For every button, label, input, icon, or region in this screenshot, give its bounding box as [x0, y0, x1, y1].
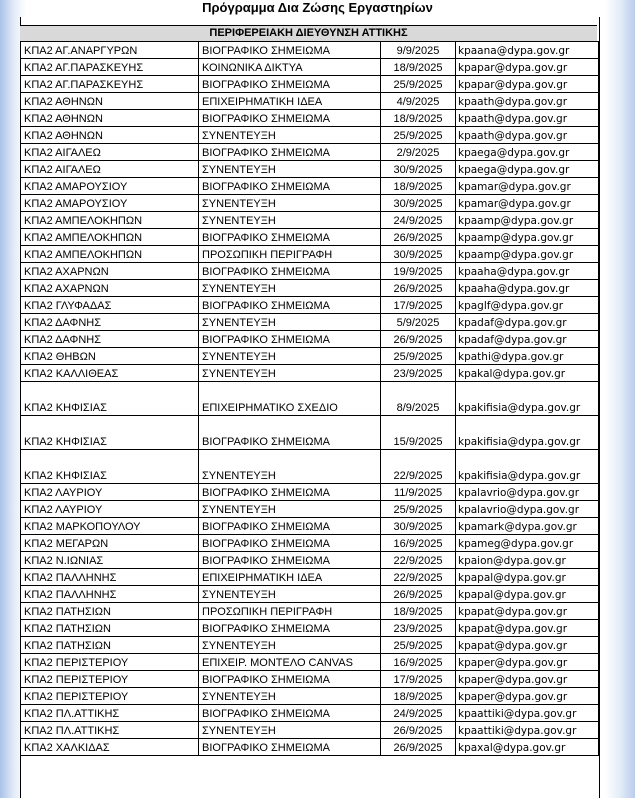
date-cell: 30/9/2025 — [381, 246, 456, 263]
email-cell: kpaamp@dypa.gov.gr — [456, 229, 599, 246]
topic-cell: ΣΥΝΕΝΤΕΥΞΗ — [199, 195, 381, 212]
email-cell: kpapat@dypa.gov.gr — [456, 620, 599, 637]
table-row — [21, 76, 599, 93]
topic-cell: ΒΙΟΓΡΑΦΙΚΟ ΣΗΜΕΙΩΜΑ — [199, 705, 381, 722]
table-row — [21, 314, 599, 331]
office-cell: ΚΠΑ2 ΠΕΡΙΣΤΕΡΙΟΥ — [21, 671, 199, 688]
email-cell: kpaxal@dypa.gov.gr — [456, 739, 599, 756]
topic-cell: ΠΡΟΣΩΠΙΚΗ ΠΕΡΙΓΡΑΦΗ — [199, 603, 381, 620]
office-cell: ΚΠΑ2 ΚΗΦΙΣΙΑΣ — [21, 416, 199, 450]
topic-cell: ΕΠΙΧΕΙΡ. ΜΟΝΤΕΛΟ CANVAS — [199, 654, 381, 671]
date-cell: 26/9/2025 — [381, 586, 456, 603]
date-cell: 26/9/2025 — [381, 280, 456, 297]
topic-cell: ΒΙΟΓΡΑΦΙΚΟ ΣΗΜΕΙΩΜΑ — [199, 552, 381, 569]
date-cell: 25/9/2025 — [381, 76, 456, 93]
table-row — [21, 331, 599, 348]
date-cell: 25/9/2025 — [381, 127, 456, 144]
email-cell: kpaath@dypa.gov.gr — [456, 127, 599, 144]
date-cell: 16/9/2025 — [381, 535, 456, 552]
page-title: Πρόγραμμα Δια Ζώσης Εργαστηρίων — [202, 0, 433, 15]
office-cell: ΚΠΑ2 ΘΗΒΩΝ — [21, 348, 199, 365]
topic-cell: ΒΙΟΓΡΑΦΙΚΟ ΣΗΜΕΙΩΜΑ — [199, 518, 381, 535]
topic-cell: ΣΥΝΕΝΤΕΥΞΗ — [199, 314, 381, 331]
topic-cell: ΠΡΟΣΩΠΙΚΗ ΠΕΡΙΓΡΑΦΗ — [199, 246, 381, 263]
table-row — [21, 620, 599, 637]
date-cell: 8/9/2025 — [381, 382, 456, 416]
table-row — [21, 297, 599, 314]
topic-cell: ΒΙΟΓΡΑΦΙΚΟ ΣΗΜΕΙΩΜΑ — [199, 229, 381, 246]
email-cell: kpalavrio@dypa.gov.gr — [456, 501, 599, 518]
email-cell: kpapar@dypa.gov.gr — [456, 59, 599, 76]
office-cell: ΚΠΑ2 Ν.ΙΩΝΙΑΣ — [21, 552, 199, 569]
date-cell: 30/9/2025 — [381, 195, 456, 212]
office-cell: ΚΠΑ2 ΚΗΦΙΣΙΑΣ — [21, 450, 199, 484]
date-cell: 15/9/2025 — [381, 416, 456, 450]
office-cell: ΚΠΑ2 ΛΑΥΡΙΟΥ — [21, 484, 199, 501]
office-cell: ΚΠΑ2 ΑΘΗΝΩΝ — [21, 93, 199, 110]
office-cell: ΚΠΑ2 ΠΑΤΗΣΙΩΝ — [21, 637, 199, 654]
office-cell: ΚΠΑ2 ΑΘΗΝΩΝ — [21, 127, 199, 144]
topic-cell: ΣΥΝΕΝΤΕΥΞΗ — [199, 722, 381, 739]
date-cell: 24/9/2025 — [381, 212, 456, 229]
email-cell: kpaamp@dypa.gov.gr — [456, 212, 599, 229]
email-cell: kpaattiki@dypa.gov.gr — [456, 722, 599, 739]
email-cell: kpaamp@dypa.gov.gr — [456, 246, 599, 263]
topic-cell: ΕΠΙΧΕΙΡΗΜΑΤΙΚΟ ΣΧΕΔΙΟ — [199, 382, 381, 416]
date-cell: 9/9/2025 — [381, 42, 456, 59]
table-row — [21, 229, 599, 246]
email-cell: kpamar@dypa.gov.gr — [456, 178, 599, 195]
topic-cell: ΣΥΝΕΝΤΕΥΞΗ — [199, 161, 381, 178]
date-cell: 25/9/2025 — [381, 348, 456, 365]
table-row — [21, 212, 599, 229]
table-row — [21, 416, 599, 450]
date-cell: 16/9/2025 — [381, 654, 456, 671]
office-cell: ΚΠΑ2 ΑΙΓΑΛΕΩ — [21, 161, 199, 178]
email-cell: kpaglf@dypa.gov.gr — [456, 297, 599, 314]
date-cell: 4/9/2025 — [381, 93, 456, 110]
topic-cell: ΒΙΟΓΡΑΦΙΚΟ ΣΗΜΕΙΩΜΑ — [199, 739, 381, 756]
topic-cell: ΚΟΙΝΩΝΙΚΑ ΔΙΚΤΥΑ — [199, 59, 381, 76]
email-cell: kpaaha@dypa.gov.gr — [456, 263, 599, 280]
office-cell: ΚΠΑ2 ΑΜΑΡΟΥΣΙΟΥ — [21, 178, 199, 195]
table-row — [21, 42, 599, 59]
office-cell: ΚΠΑ2 ΑΜΑΡΟΥΣΙΟΥ — [21, 195, 199, 212]
date-cell: 17/9/2025 — [381, 297, 456, 314]
email-cell: kpakifisia@dypa.gov.gr — [456, 450, 599, 484]
email-cell: kpathi@dypa.gov.gr — [456, 348, 599, 365]
topic-cell: ΒΙΟΓΡΑΦΙΚΟ ΣΗΜΕΙΩΜΑ — [199, 42, 381, 59]
office-cell: ΚΠΑ2 ΑΘΗΝΩΝ — [21, 110, 199, 127]
email-cell: kpapal@dypa.gov.gr — [456, 586, 599, 603]
workshop-schedule-table — [20, 41, 599, 756]
topic-cell: ΕΠΙΧΕΙΡΗΜΑΤΙΚΗ ΙΔΕΑ — [199, 569, 381, 586]
office-cell: ΚΠΑ2 ΑΧΑΡΝΩΝ — [21, 263, 199, 280]
office-cell: ΚΠΑ2 ΛΑΥΡΙΟΥ — [21, 501, 199, 518]
office-cell: ΚΠΑ2 ΠΕΡΙΣΤΕΡΙΟΥ — [21, 688, 199, 705]
table-row — [21, 722, 599, 739]
date-cell: 26/9/2025 — [381, 331, 456, 348]
date-cell: 22/9/2025 — [381, 552, 456, 569]
topic-cell: ΣΥΝΕΝΤΕΥΞΗ — [199, 348, 381, 365]
table-row — [21, 586, 599, 603]
table-row — [21, 382, 599, 416]
table-row — [21, 127, 599, 144]
topic-cell: ΣΥΝΕΝΤΕΥΞΗ — [199, 212, 381, 229]
table-row — [21, 705, 599, 722]
table-row — [21, 671, 599, 688]
date-cell: 22/9/2025 — [381, 569, 456, 586]
office-cell: ΚΠΑ2 ΜΕΓΑΡΩΝ — [21, 535, 199, 552]
date-cell: 18/9/2025 — [381, 59, 456, 76]
table-row — [21, 552, 599, 569]
topic-cell: ΣΥΝΕΝΤΕΥΞΗ — [199, 586, 381, 603]
email-cell: kpadaf@dypa.gov.gr — [456, 331, 599, 348]
date-cell: 26/9/2025 — [381, 722, 456, 739]
email-cell: kpaana@dypa.gov.gr — [456, 42, 599, 59]
topic-cell: ΣΥΝΕΝΤΕΥΞΗ — [199, 280, 381, 297]
topic-cell: ΒΙΟΓΡΑΦΙΚΟ ΣΗΜΕΙΩΜΑ — [199, 76, 381, 93]
table-row — [21, 688, 599, 705]
date-cell: 30/9/2025 — [381, 518, 456, 535]
table-row — [21, 263, 599, 280]
topic-cell: ΒΙΟΓΡΑΦΙΚΟ ΣΗΜΕΙΩΜΑ — [199, 263, 381, 280]
topic-cell: ΣΥΝΕΝΤΕΥΞΗ — [199, 688, 381, 705]
table-row — [21, 637, 599, 654]
email-cell: kpamark@dypa.gov.gr — [456, 518, 599, 535]
email-cell: kpakifisia@dypa.gov.gr — [456, 416, 599, 450]
date-cell: 25/9/2025 — [381, 501, 456, 518]
date-cell: 11/9/2025 — [381, 484, 456, 501]
office-cell: ΚΠΑ2 ΠΑΛΛΗΝΗΣ — [21, 586, 199, 603]
email-cell: kpapal@dypa.gov.gr — [456, 569, 599, 586]
table-row — [21, 144, 599, 161]
table-row — [21, 484, 599, 501]
table-row — [21, 569, 599, 586]
office-cell: ΚΠΑ2 ΑΧΑΡΝΩΝ — [21, 280, 199, 297]
email-cell: kpalavrio@dypa.gov.gr — [456, 484, 599, 501]
region-header: ΠΕΡΙΦΕΡΕΙΑΚΗ ΔΙΕΥΘΥΝΣΗ ΑΤΤΙΚΗΣ — [20, 25, 597, 42]
topic-cell: ΒΙΟΓΡΑΦΙΚΟ ΣΗΜΕΙΩΜΑ — [199, 331, 381, 348]
table-row — [21, 365, 599, 382]
email-cell: kpaper@dypa.gov.gr — [456, 654, 599, 671]
table-row — [21, 348, 599, 365]
office-cell: ΚΠΑ2 ΠΛ.ΑΤΤΙΚΗΣ — [21, 705, 199, 722]
table-row — [21, 195, 599, 212]
email-cell: kpaper@dypa.gov.gr — [456, 671, 599, 688]
table-row — [21, 178, 599, 195]
topic-cell: ΒΙΟΓΡΑΦΙΚΟ ΣΗΜΕΙΩΜΑ — [199, 416, 381, 450]
topic-cell: ΒΙΟΓΡΑΦΙΚΟ ΣΗΜΕΙΩΜΑ — [199, 144, 381, 161]
table-row — [21, 603, 599, 620]
office-cell: ΚΠΑ2 ΠΕΡΙΣΤΕΡΙΟΥ — [21, 654, 199, 671]
email-cell: kpaaha@dypa.gov.gr — [456, 280, 599, 297]
date-cell: 17/9/2025 — [381, 671, 456, 688]
email-cell: kpaattiki@dypa.gov.gr — [456, 705, 599, 722]
office-cell: ΚΠΑ2 ΑΜΠΕΛΟΚΗΠΩΝ — [21, 229, 199, 246]
topic-cell: ΒΙΟΓΡΑΦΙΚΟ ΣΗΜΕΙΩΜΑ — [199, 110, 381, 127]
date-cell: 30/9/2025 — [381, 161, 456, 178]
topic-cell: ΒΙΟΓΡΑΦΙΚΟ ΣΗΜΕΙΩΜΑ — [199, 178, 381, 195]
date-cell: 26/9/2025 — [381, 739, 456, 756]
office-cell: ΚΠΑ2 ΑΓ.ΠΑΡΑΣΚΕΥΗΣ — [21, 76, 199, 93]
email-cell: kpapat@dypa.gov.gr — [456, 637, 599, 654]
topic-cell: ΣΥΝΕΝΤΕΥΞΗ — [199, 450, 381, 484]
email-cell: kpaion@dypa.gov.gr — [456, 552, 599, 569]
date-cell: 18/9/2025 — [381, 603, 456, 620]
email-cell: kpaper@dypa.gov.gr — [456, 688, 599, 705]
office-cell: ΚΠΑ2 ΔΑΦΝΗΣ — [21, 314, 199, 331]
topic-cell: ΒΙΟΓΡΑΦΙΚΟ ΣΗΜΕΙΩΜΑ — [199, 671, 381, 688]
office-cell: ΚΠΑ2 ΠΑΤΗΣΙΩΝ — [21, 603, 199, 620]
email-cell: kpameg@dypa.gov.gr — [456, 535, 599, 552]
office-cell: ΚΠΑ2 ΑΜΠΕΛΟΚΗΠΩΝ — [21, 246, 199, 263]
table-row — [21, 654, 599, 671]
date-cell: 26/9/2025 — [381, 229, 456, 246]
topic-cell: ΕΠΙΧΕΙΡΗΜΑΤΙΚΗ ΙΔΕΑ — [199, 93, 381, 110]
date-cell: 22/9/2025 — [381, 450, 456, 484]
office-cell: ΚΠΑ2 ΜΑΡΚΟΠΟΥΛΟΥ — [21, 518, 199, 535]
email-cell: kpapar@dypa.gov.gr — [456, 76, 599, 93]
office-cell: ΚΠΑ2 ΚΑΛΛΙΘΕΑΣ — [21, 365, 199, 382]
email-cell: kpaath@dypa.gov.gr — [456, 110, 599, 127]
date-cell: 18/9/2025 — [381, 178, 456, 195]
topic-cell: ΣΥΝΕΝΤΕΥΞΗ — [199, 501, 381, 518]
office-cell: ΚΠΑ2 ΑΓ.ΠΑΡΑΣΚΕΥΗΣ — [21, 59, 199, 76]
topic-cell: ΒΙΟΓΡΑΦΙΚΟ ΣΗΜΕΙΩΜΑ — [199, 484, 381, 501]
office-cell: ΚΠΑ2 ΠΑΤΗΣΙΩΝ — [21, 620, 199, 637]
topic-cell: ΣΥΝΕΝΤΕΥΞΗ — [199, 637, 381, 654]
topic-cell: ΒΙΟΓΡΑΦΙΚΟ ΣΗΜΕΙΩΜΑ — [199, 535, 381, 552]
table-row — [21, 59, 599, 76]
office-cell: ΚΠΑ2 ΑΙΓΑΛΕΩ — [21, 144, 199, 161]
table-row — [21, 739, 599, 756]
table-row — [21, 535, 599, 552]
table-row — [21, 161, 599, 178]
table-row — [21, 246, 599, 263]
date-cell: 5/9/2025 — [381, 314, 456, 331]
office-cell: ΚΠΑ2 ΓΛΥΦΑΔΑΣ — [21, 297, 199, 314]
date-cell: 23/9/2025 — [381, 620, 456, 637]
office-cell: ΚΠΑ2 ΧΑΛΚΙΔΑΣ — [21, 739, 199, 756]
table-row — [21, 280, 599, 297]
table-row — [21, 93, 599, 110]
table-row — [21, 450, 599, 484]
office-cell: ΚΠΑ2 ΠΑΛΛΗΝΗΣ — [21, 569, 199, 586]
email-cell: kpaega@dypa.gov.gr — [456, 161, 599, 178]
topic-cell: ΣΥΝΕΝΤΕΥΞΗ — [199, 365, 381, 382]
table-row — [21, 501, 599, 518]
office-cell: ΚΠΑ2 ΑΓ.ΑΝΑΡΓΥΡΩΝ — [21, 42, 199, 59]
office-cell: ΚΠΑ2 ΔΑΦΝΗΣ — [21, 331, 199, 348]
email-cell: kpaath@dypa.gov.gr — [456, 93, 599, 110]
date-cell: 23/9/2025 — [381, 365, 456, 382]
email-cell: kpadaf@dypa.gov.gr — [456, 314, 599, 331]
date-cell: 24/9/2025 — [381, 705, 456, 722]
email-cell: kpamar@dypa.gov.gr — [456, 195, 599, 212]
office-cell: ΚΠΑ2 ΚΗΦΙΣΙΑΣ — [21, 382, 199, 416]
email-cell: kpakifisia@dypa.gov.gr — [456, 382, 599, 416]
date-cell: 25/9/2025 — [381, 637, 456, 654]
email-cell: kpakal@dypa.gov.gr — [456, 365, 599, 382]
topic-cell: ΒΙΟΓΡΑΦΙΚΟ ΣΗΜΕΙΩΜΑ — [199, 620, 381, 637]
date-cell: 2/9/2025 — [381, 144, 456, 161]
table-row — [21, 110, 599, 127]
topic-cell: ΒΙΟΓΡΑΦΙΚΟ ΣΗΜΕΙΩΜΑ — [199, 297, 381, 314]
date-cell: 19/9/2025 — [381, 263, 456, 280]
table-row — [21, 518, 599, 535]
office-cell: ΚΠΑ2 ΠΛ.ΑΤΤΙΚΗΣ — [21, 722, 199, 739]
office-cell: ΚΠΑ2 ΑΜΠΕΛΟΚΗΠΩΝ — [21, 212, 199, 229]
date-cell: 18/9/2025 — [381, 110, 456, 127]
email-cell: kpaega@dypa.gov.gr — [456, 144, 599, 161]
email-cell: kpapat@dypa.gov.gr — [456, 603, 599, 620]
topic-cell: ΣΥΝΕΝΤΕΥΞΗ — [199, 127, 381, 144]
date-cell: 18/9/2025 — [381, 688, 456, 705]
